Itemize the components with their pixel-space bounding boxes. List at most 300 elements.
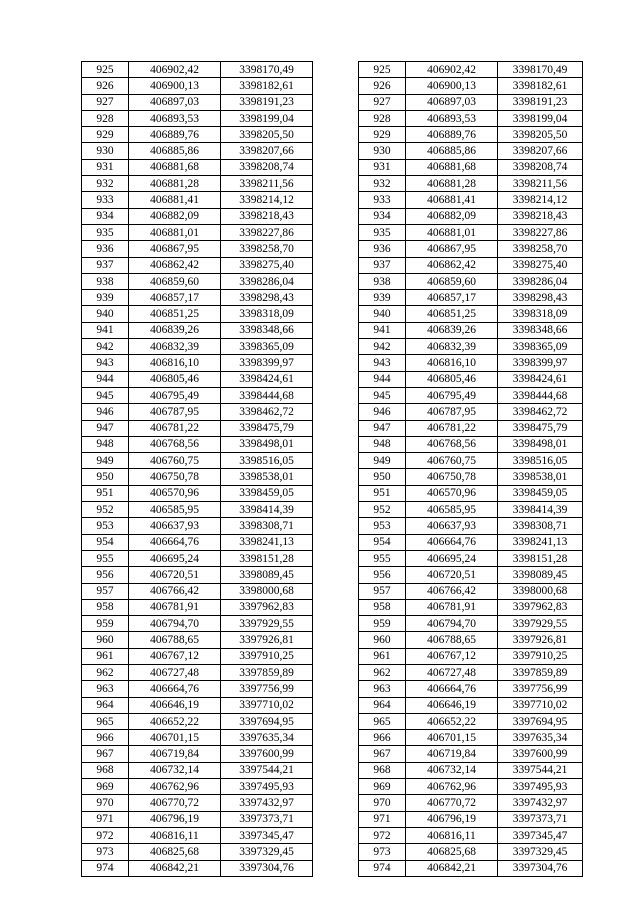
column-gap: [313, 322, 359, 338]
left-x-coordinate-cell: 406805,46: [129, 371, 221, 387]
right-y-coordinate-cell: 3398424,61: [498, 371, 583, 387]
table-row: [82, 632, 583, 648]
left-y-coordinate-cell: 3398211,56: [221, 176, 313, 192]
right-y-coordinate-cell: 3398205,50: [498, 127, 583, 143]
right-y-coordinate-cell: 3397600,99: [498, 746, 583, 762]
right-x-coordinate-cell: 406768,56: [406, 436, 498, 452]
left-x-coordinate-cell: 406885,86: [129, 143, 221, 159]
left-x-coordinate-cell: 406882,09: [129, 208, 221, 224]
left-point-number-cell: 963: [82, 681, 129, 697]
right-x-coordinate-cell: 406767,12: [406, 648, 498, 664]
left-point-number-cell: 958: [82, 599, 129, 615]
right-point-number-cell: 961: [359, 648, 406, 664]
column-gap: [313, 469, 359, 485]
right-x-coordinate-cell: 406816,10: [406, 355, 498, 371]
right-point-number-cell: 929: [359, 127, 406, 143]
right-x-coordinate-cell: 406881,01: [406, 224, 498, 240]
column-gap: [313, 632, 359, 648]
column-gap: [313, 208, 359, 224]
right-x-coordinate-cell: 406805,46: [406, 371, 498, 387]
column-gap: [313, 697, 359, 713]
right-point-number-cell: 963: [359, 681, 406, 697]
table-row: [82, 567, 583, 583]
right-point-number-cell: 940: [359, 306, 406, 322]
right-point-number-cell: 965: [359, 713, 406, 729]
table-row: [82, 273, 583, 289]
column-gap: [313, 502, 359, 518]
table-row: [82, 355, 583, 371]
left-y-coordinate-cell: 3397756,99: [221, 681, 313, 697]
right-y-coordinate-cell: 3397304,76: [498, 860, 583, 876]
left-y-coordinate-cell: 3398218,43: [221, 208, 313, 224]
left-y-coordinate-cell: 3398475,79: [221, 420, 313, 436]
right-point-number-cell: 953: [359, 518, 406, 534]
table-row: [82, 224, 583, 240]
left-point-number-cell: 950: [82, 469, 129, 485]
left-x-coordinate-cell: 406770,72: [129, 795, 221, 811]
right-y-coordinate-cell: 3398241,13: [498, 534, 583, 550]
column-gap: [313, 404, 359, 420]
left-y-coordinate-cell: 3398424,61: [221, 371, 313, 387]
left-x-coordinate-cell: 406893,53: [129, 110, 221, 126]
right-point-number-cell: 969: [359, 779, 406, 795]
right-y-coordinate-cell: 3397910,25: [498, 648, 583, 664]
left-point-number-cell: 969: [82, 779, 129, 795]
table-row: [82, 143, 583, 159]
right-x-coordinate-cell: 406885,86: [406, 143, 498, 159]
left-y-coordinate-cell: 3398348,66: [221, 322, 313, 338]
left-y-coordinate-cell: 3398516,05: [221, 453, 313, 469]
right-y-coordinate-cell: 3398308,71: [498, 518, 583, 534]
table-row: [82, 762, 583, 778]
left-y-coordinate-cell: 3398399,97: [221, 355, 313, 371]
table-row: [82, 387, 583, 403]
right-x-coordinate-cell: 406788,65: [406, 632, 498, 648]
column-gap: [313, 224, 359, 240]
left-y-coordinate-cell: 3398208,74: [221, 159, 313, 175]
column-gap: [313, 453, 359, 469]
left-y-coordinate-cell: 3398191,23: [221, 94, 313, 110]
table-row: [82, 681, 583, 697]
right-y-coordinate-cell: 3398475,79: [498, 420, 583, 436]
left-x-coordinate-cell: 406695,24: [129, 550, 221, 566]
left-point-number-cell: 944: [82, 371, 129, 387]
left-point-number-cell: 940: [82, 306, 129, 322]
left-y-coordinate-cell: 3398318,09: [221, 306, 313, 322]
right-x-coordinate-cell: 406881,41: [406, 192, 498, 208]
left-point-number-cell: 938: [82, 273, 129, 289]
table-row: [82, 78, 583, 94]
right-point-number-cell: 949: [359, 453, 406, 469]
left-x-coordinate-cell: 406795,49: [129, 387, 221, 403]
right-point-number-cell: 947: [359, 420, 406, 436]
right-point-number-cell: 938: [359, 273, 406, 289]
right-x-coordinate-cell: 406766,42: [406, 583, 498, 599]
column-gap: [313, 844, 359, 860]
column-gap: [313, 192, 359, 208]
right-point-number-cell: 968: [359, 762, 406, 778]
right-y-coordinate-cell: 3398151,28: [498, 550, 583, 566]
right-point-number-cell: 930: [359, 143, 406, 159]
left-y-coordinate-cell: 3398258,70: [221, 241, 313, 257]
left-point-number-cell: 932: [82, 176, 129, 192]
left-x-coordinate-cell: 406842,21: [129, 860, 221, 876]
left-point-number-cell: 973: [82, 844, 129, 860]
right-point-number-cell: 955: [359, 550, 406, 566]
left-x-coordinate-cell: 406652,22: [129, 713, 221, 729]
right-x-coordinate-cell: 406770,72: [406, 795, 498, 811]
column-gap: [313, 355, 359, 371]
left-x-coordinate-cell: 406781,91: [129, 599, 221, 615]
right-point-number-cell: 935: [359, 224, 406, 240]
left-x-coordinate-cell: 406816,11: [129, 827, 221, 843]
left-point-number-cell: 967: [82, 746, 129, 762]
left-x-coordinate-cell: 406825,68: [129, 844, 221, 860]
right-x-coordinate-cell: 406664,76: [406, 681, 498, 697]
right-x-coordinate-cell: 406900,13: [406, 78, 498, 94]
column-gap: [313, 681, 359, 697]
left-x-coordinate-cell: 406768,56: [129, 436, 221, 452]
table-row: [82, 779, 583, 795]
right-point-number-cell: 951: [359, 485, 406, 501]
right-point-number-cell: 941: [359, 322, 406, 338]
left-x-coordinate-cell: 406719,84: [129, 746, 221, 762]
left-y-coordinate-cell: 3397635,34: [221, 730, 313, 746]
right-y-coordinate-cell: 3398214,12: [498, 192, 583, 208]
left-x-coordinate-cell: 406900,13: [129, 78, 221, 94]
table-row: [82, 485, 583, 501]
left-point-number-cell: 952: [82, 502, 129, 518]
right-y-coordinate-cell: 3398208,74: [498, 159, 583, 175]
column-gap: [313, 339, 359, 355]
right-point-number-cell: 970: [359, 795, 406, 811]
right-x-coordinate-cell: 406646,19: [406, 697, 498, 713]
right-y-coordinate-cell: 3397635,34: [498, 730, 583, 746]
table-row: [82, 62, 583, 78]
table-row: [82, 713, 583, 729]
column-gap: [313, 518, 359, 534]
column-gap: [313, 176, 359, 192]
right-x-coordinate-cell: 406652,22: [406, 713, 498, 729]
left-point-number-cell: 935: [82, 224, 129, 240]
left-point-number-cell: 974: [82, 860, 129, 876]
table-row: [82, 322, 583, 338]
table-row: [82, 257, 583, 273]
right-x-coordinate-cell: 406832,39: [406, 339, 498, 355]
right-y-coordinate-cell: 3398498,01: [498, 436, 583, 452]
left-y-coordinate-cell: 3398182,61: [221, 78, 313, 94]
left-x-coordinate-cell: 406637,93: [129, 518, 221, 534]
left-x-coordinate-cell: 406862,42: [129, 257, 221, 273]
left-x-coordinate-cell: 406766,42: [129, 583, 221, 599]
left-y-coordinate-cell: 3398365,09: [221, 339, 313, 355]
column-gap: [313, 159, 359, 175]
right-y-coordinate-cell: 3398444,68: [498, 387, 583, 403]
left-y-coordinate-cell: 3398286,04: [221, 273, 313, 289]
column-gap: [313, 664, 359, 680]
right-x-coordinate-cell: 406825,68: [406, 844, 498, 860]
right-point-number-cell: 959: [359, 616, 406, 632]
right-point-number-cell: 971: [359, 811, 406, 827]
table-row: [82, 730, 583, 746]
left-y-coordinate-cell: 3397694,95: [221, 713, 313, 729]
left-point-number-cell: 953: [82, 518, 129, 534]
right-x-coordinate-cell: 406795,49: [406, 387, 498, 403]
left-x-coordinate-cell: 406881,68: [129, 159, 221, 175]
left-x-coordinate-cell: 406767,12: [129, 648, 221, 664]
table-row: [82, 811, 583, 827]
left-x-coordinate-cell: 406727,48: [129, 664, 221, 680]
column-gap: [313, 387, 359, 403]
table-row: [82, 192, 583, 208]
right-point-number-cell: 964: [359, 697, 406, 713]
right-y-coordinate-cell: 3398414,39: [498, 502, 583, 518]
right-point-number-cell: 967: [359, 746, 406, 762]
right-point-number-cell: 946: [359, 404, 406, 420]
left-y-coordinate-cell: 3398241,13: [221, 534, 313, 550]
left-point-number-cell: 955: [82, 550, 129, 566]
right-x-coordinate-cell: 406750,78: [406, 469, 498, 485]
left-y-coordinate-cell: 3398462,72: [221, 404, 313, 420]
column-gap: [313, 713, 359, 729]
right-y-coordinate-cell: 3398538,01: [498, 469, 583, 485]
right-point-number-cell: 939: [359, 290, 406, 306]
left-x-coordinate-cell: 406796,19: [129, 811, 221, 827]
left-y-coordinate-cell: 3397929,55: [221, 616, 313, 632]
column-gap: [313, 78, 359, 94]
left-y-coordinate-cell: 3398444,68: [221, 387, 313, 403]
right-x-coordinate-cell: 406781,91: [406, 599, 498, 615]
left-y-coordinate-cell: 3398205,50: [221, 127, 313, 143]
right-point-number-cell: 952: [359, 502, 406, 518]
left-point-number-cell: 931: [82, 159, 129, 175]
table-row: [82, 860, 583, 876]
column-gap: [313, 648, 359, 664]
left-y-coordinate-cell: 3398151,28: [221, 550, 313, 566]
right-y-coordinate-cell: 3398211,56: [498, 176, 583, 192]
left-point-number-cell: 956: [82, 567, 129, 583]
left-y-coordinate-cell: 3397345,47: [221, 827, 313, 843]
table-row: [82, 110, 583, 126]
table-row: [82, 827, 583, 843]
column-gap: [313, 290, 359, 306]
right-point-number-cell: 974: [359, 860, 406, 876]
left-point-number-cell: 965: [82, 713, 129, 729]
table-row: [82, 795, 583, 811]
left-x-coordinate-cell: 406794,70: [129, 616, 221, 632]
left-x-coordinate-cell: 406750,78: [129, 469, 221, 485]
left-y-coordinate-cell: 3397710,02: [221, 697, 313, 713]
left-x-coordinate-cell: 406816,10: [129, 355, 221, 371]
coordinates-table: [81, 61, 583, 877]
left-point-number-cell: 927: [82, 94, 129, 110]
table-row: [82, 371, 583, 387]
right-y-coordinate-cell: 3397329,45: [498, 844, 583, 860]
right-y-coordinate-cell: 3398318,09: [498, 306, 583, 322]
left-point-number-cell: 937: [82, 257, 129, 273]
left-x-coordinate-cell: 406788,65: [129, 632, 221, 648]
right-y-coordinate-cell: 3398258,70: [498, 241, 583, 257]
right-x-coordinate-cell: 406842,21: [406, 860, 498, 876]
column-gap: [313, 436, 359, 452]
right-point-number-cell: 973: [359, 844, 406, 860]
right-point-number-cell: 944: [359, 371, 406, 387]
column-gap: [313, 127, 359, 143]
right-x-coordinate-cell: 406695,24: [406, 550, 498, 566]
left-y-coordinate-cell: 3398214,12: [221, 192, 313, 208]
column-gap: [313, 485, 359, 501]
right-y-coordinate-cell: 3398000,68: [498, 583, 583, 599]
right-x-coordinate-cell: 406897,03: [406, 94, 498, 110]
table-row: [82, 241, 583, 257]
right-y-coordinate-cell: 3398170,49: [498, 62, 583, 78]
right-x-coordinate-cell: 406902,42: [406, 62, 498, 78]
left-y-coordinate-cell: 3397600,99: [221, 746, 313, 762]
left-y-coordinate-cell: 3398538,01: [221, 469, 313, 485]
right-y-coordinate-cell: 3397929,55: [498, 616, 583, 632]
right-y-coordinate-cell: 3397962,83: [498, 599, 583, 615]
left-point-number-cell: 959: [82, 616, 129, 632]
left-point-number-cell: 954: [82, 534, 129, 550]
right-x-coordinate-cell: 406881,28: [406, 176, 498, 192]
left-point-number-cell: 972: [82, 827, 129, 843]
right-point-number-cell: 931: [359, 159, 406, 175]
right-point-number-cell: 937: [359, 257, 406, 273]
left-point-number-cell: 960: [82, 632, 129, 648]
left-x-coordinate-cell: 406881,01: [129, 224, 221, 240]
left-y-coordinate-cell: 3397926,81: [221, 632, 313, 648]
left-x-coordinate-cell: 406857,17: [129, 290, 221, 306]
left-point-number-cell: 962: [82, 664, 129, 680]
table-row: [82, 208, 583, 224]
left-y-coordinate-cell: 3397859,89: [221, 664, 313, 680]
column-gap: [313, 534, 359, 550]
column-gap: [313, 827, 359, 843]
right-x-coordinate-cell: 406889,76: [406, 127, 498, 143]
right-point-number-cell: 934: [359, 208, 406, 224]
table-row: [82, 648, 583, 664]
right-point-number-cell: 932: [359, 176, 406, 192]
left-x-coordinate-cell: 406787,95: [129, 404, 221, 420]
column-gap: [313, 62, 359, 78]
left-y-coordinate-cell: 3397962,83: [221, 599, 313, 615]
right-point-number-cell: 933: [359, 192, 406, 208]
table-row: [82, 159, 583, 175]
right-x-coordinate-cell: 406585,95: [406, 502, 498, 518]
right-point-number-cell: 943: [359, 355, 406, 371]
column-gap: [313, 746, 359, 762]
table-row: [82, 599, 583, 615]
right-x-coordinate-cell: 406816,11: [406, 827, 498, 843]
right-y-coordinate-cell: 3398348,66: [498, 322, 583, 338]
left-x-coordinate-cell: 406867,95: [129, 241, 221, 257]
left-x-coordinate-cell: 406832,39: [129, 339, 221, 355]
right-point-number-cell: 966: [359, 730, 406, 746]
left-point-number-cell: 945: [82, 387, 129, 403]
right-point-number-cell: 925: [359, 62, 406, 78]
left-point-number-cell: 948: [82, 436, 129, 452]
left-point-number-cell: 964: [82, 697, 129, 713]
left-point-number-cell: 946: [82, 404, 129, 420]
right-y-coordinate-cell: 3397859,89: [498, 664, 583, 680]
left-x-coordinate-cell: 406881,41: [129, 192, 221, 208]
right-y-coordinate-cell: 3398199,04: [498, 110, 583, 126]
right-x-coordinate-cell: 406781,22: [406, 420, 498, 436]
left-x-coordinate-cell: 406732,14: [129, 762, 221, 778]
right-x-coordinate-cell: 406893,53: [406, 110, 498, 126]
column-gap: [313, 860, 359, 876]
right-x-coordinate-cell: 406732,14: [406, 762, 498, 778]
right-point-number-cell: 958: [359, 599, 406, 615]
right-x-coordinate-cell: 406796,19: [406, 811, 498, 827]
right-point-number-cell: 948: [359, 436, 406, 452]
table-row: [82, 583, 583, 599]
left-x-coordinate-cell: 406889,76: [129, 127, 221, 143]
right-y-coordinate-cell: 3397926,81: [498, 632, 583, 648]
column-gap: [313, 583, 359, 599]
left-y-coordinate-cell: 3397304,76: [221, 860, 313, 876]
table-row: [82, 127, 583, 143]
left-point-number-cell: 970: [82, 795, 129, 811]
left-y-coordinate-cell: 3397910,25: [221, 648, 313, 664]
left-y-coordinate-cell: 3397432,97: [221, 795, 313, 811]
left-point-number-cell: 930: [82, 143, 129, 159]
right-point-number-cell: 945: [359, 387, 406, 403]
right-y-coordinate-cell: 3398399,97: [498, 355, 583, 371]
right-x-coordinate-cell: 406637,93: [406, 518, 498, 534]
table-row: [82, 534, 583, 550]
left-point-number-cell: 968: [82, 762, 129, 778]
left-point-number-cell: 943: [82, 355, 129, 371]
right-y-coordinate-cell: 3398089,45: [498, 567, 583, 583]
right-y-coordinate-cell: 3398207,66: [498, 143, 583, 159]
right-y-coordinate-cell: 3398516,05: [498, 453, 583, 469]
left-y-coordinate-cell: 3398298,43: [221, 290, 313, 306]
table-row: [82, 518, 583, 534]
left-point-number-cell: 934: [82, 208, 129, 224]
table-row: [82, 420, 583, 436]
left-x-coordinate-cell: 406859,60: [129, 273, 221, 289]
left-point-number-cell: 949: [82, 453, 129, 469]
table-row: [82, 616, 583, 632]
column-gap: [313, 779, 359, 795]
left-x-coordinate-cell: 406760,75: [129, 453, 221, 469]
column-gap: [313, 143, 359, 159]
right-y-coordinate-cell: 3397345,47: [498, 827, 583, 843]
left-y-coordinate-cell: 3398199,04: [221, 110, 313, 126]
table-row: [82, 436, 583, 452]
column-gap: [313, 550, 359, 566]
right-point-number-cell: 950: [359, 469, 406, 485]
right-x-coordinate-cell: 406719,84: [406, 746, 498, 762]
table-row: [82, 94, 583, 110]
column-gap: [313, 762, 359, 778]
column-gap: [313, 795, 359, 811]
left-x-coordinate-cell: 406881,28: [129, 176, 221, 192]
right-y-coordinate-cell: 3398191,23: [498, 94, 583, 110]
left-point-number-cell: 925: [82, 62, 129, 78]
table-row: [82, 697, 583, 713]
right-x-coordinate-cell: 406859,60: [406, 273, 498, 289]
left-point-number-cell: 928: [82, 110, 129, 126]
table-row: [82, 339, 583, 355]
left-x-coordinate-cell: 406664,76: [129, 681, 221, 697]
left-x-coordinate-cell: 406570,96: [129, 485, 221, 501]
right-y-coordinate-cell: 3398298,43: [498, 290, 583, 306]
right-x-coordinate-cell: 406839,26: [406, 322, 498, 338]
right-x-coordinate-cell: 406851,25: [406, 306, 498, 322]
left-point-number-cell: 926: [82, 78, 129, 94]
